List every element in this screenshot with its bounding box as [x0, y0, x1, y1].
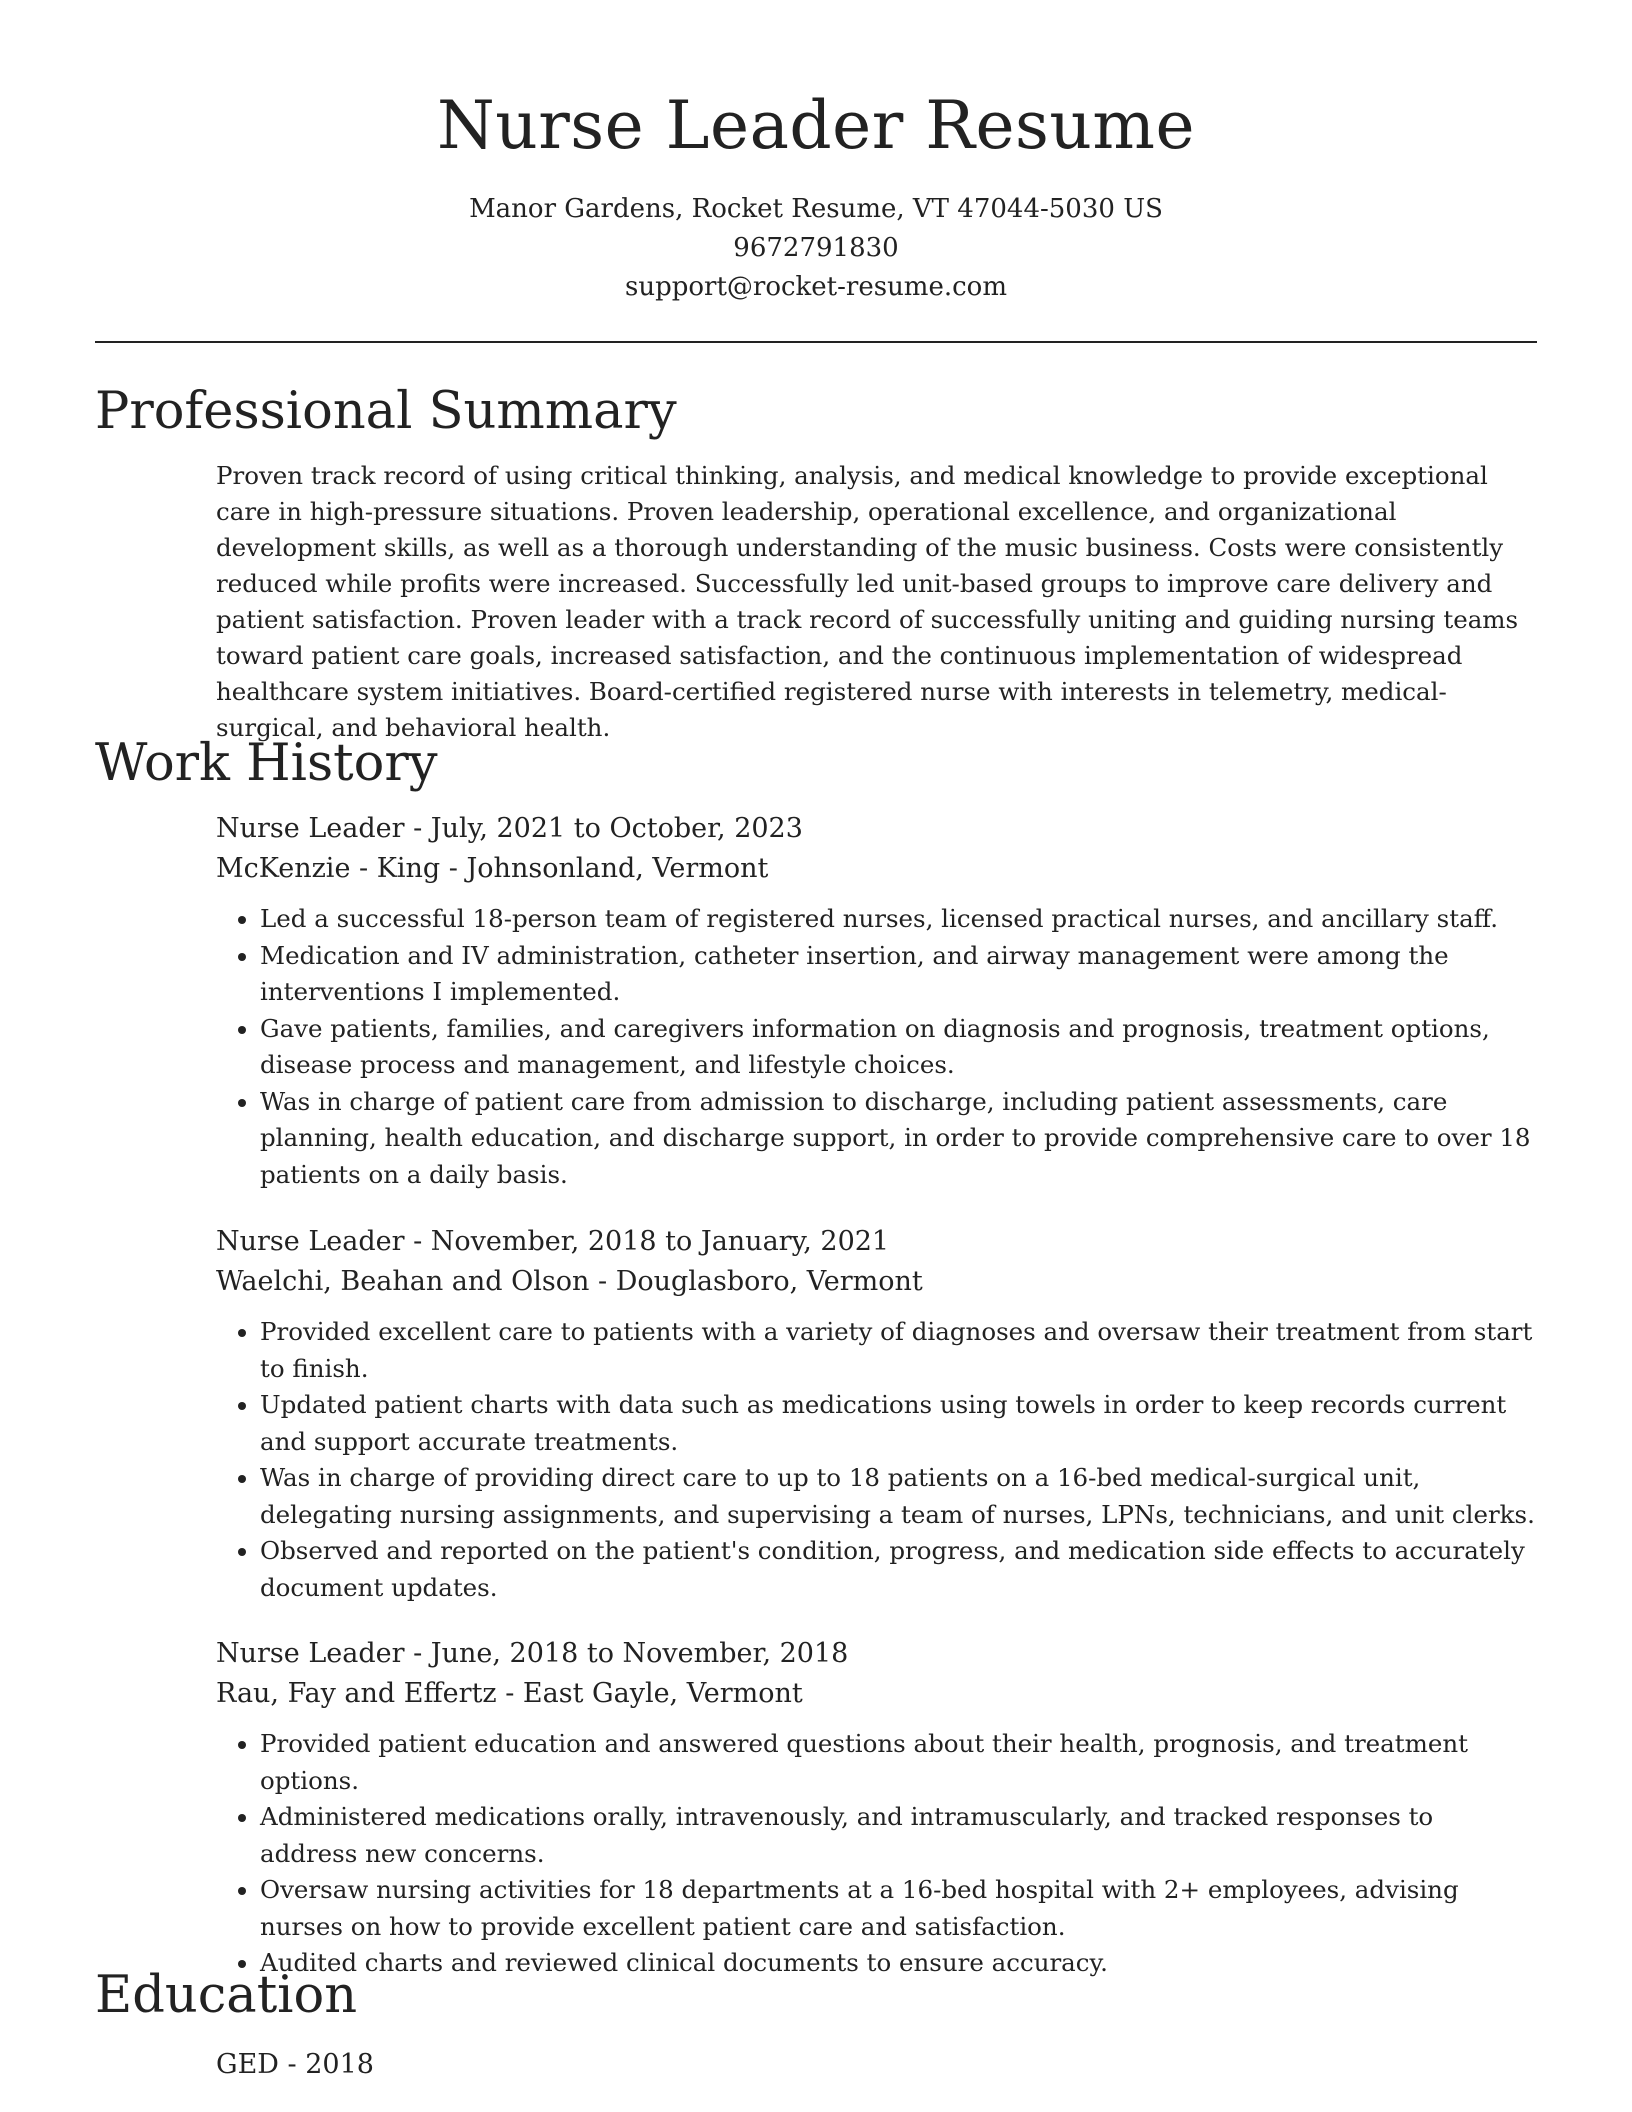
job-bullet: • Observed and reported on the patient's condition, progress, and medication side effects to accurately document updates. [260, 1533, 1536, 1606]
education-entry: GED - 2018 [216, 2049, 374, 2080]
job-bullets [216, 901, 1536, 1193]
job-bullet: • Provided excellent care to patients with a variety of diagnoses and oversaw their treatment from start to finish. [260, 1314, 1536, 1387]
job-bullet: • Medication and IV administration, catheter insertion, and airway management were among the interventions I implemented. [260, 938, 1536, 1011]
job-bullet: • Led a successful 18-person team of registered nurses, licensed practical nurses, and ancillary staff. [260, 901, 1536, 938]
education-section [216, 2045, 1536, 2085]
job-bullet: • Oversaw nursing activities for 18 departments at a 16-bed hospital with 2+ employees, advising nurses on how to provide excellent patient care and satisfaction. [260, 1872, 1536, 1945]
job-bullets [216, 1314, 1536, 1606]
contact-block [0, 190, 1632, 307]
job-bullet: • Audited charts and reviewed clinical documents to ensure accuracy. [260, 1945, 1536, 1982]
contact-email: support@rocket-resume.com [624, 272, 1007, 302]
job-role-line: Nurse Leader - November, 2018 to January, 2021 [216, 1226, 890, 1257]
education-heading: Education [95, 1966, 358, 2025]
job-role-line: Nurse Leader - July, 2021 to October, 2023 [216, 813, 803, 844]
job-bullet: • Provided patient education and answered questions about their health, prognosis, and treatment options. [260, 1726, 1536, 1799]
job-company-line: Waelchi, Beahan and Olson - Douglasboro, Vermont [216, 1266, 923, 1297]
contact-address: Manor Gardens, Rocket Resume, VT 47044-5030 US [469, 194, 1163, 224]
job-bullet: • Updated patient charts with data such as medications using towels in order to keep records current and support accurate treatments. [260, 1387, 1536, 1460]
job-role-line: Nurse Leader - June, 2018 to November, 2018 [216, 1638, 849, 1669]
job-entry [216, 809, 1536, 1193]
job-bullets [216, 1726, 1536, 1982]
job-bullet: • Was in charge of providing direct care to up to 18 patients on a 16-bed medical-surgical unit, delegating nursing assignments, and supervising a team of nurses, LPNs, technicians, and unit clerks. [260, 1460, 1536, 1533]
summary-text: Proven track record of using critical thinking, analysis, and medical knowledge to provide exceptional care in high-pressure situations. Proven leadership, operational excellence, and organizational development skills, as well as a thorough understanding of the music business. Costs were consistently reduced while profits were increased. Successfully led unit-based groups to improve care delivery and patient satisfaction. Proven leader with a track record of successfully uniting and guiding nursing teams toward patient care goals, increased satisfaction, and the continuous implementation of widespread healthcare system initiatives. Board-certified registered nurse with interests in telemetry, medical-surgical, and behavioral health. [216, 461, 1519, 742]
summary-heading: Professional Summary [95, 382, 677, 441]
summary-section [216, 458, 1536, 746]
contact-phone: 9672791830 [733, 233, 899, 263]
job-entry [216, 1634, 1536, 1982]
resume-title: Nurse Leader Resume [436, 87, 1196, 164]
work-history-heading: Work History [95, 734, 438, 793]
job-company-line: Rau, Fay and Effertz - East Gayle, Vermont [216, 1678, 803, 1709]
header-divider [95, 341, 1537, 343]
job-bullet: • Administered medications orally, intravenously, and intramuscularly, and tracked responses to address new concerns. [260, 1799, 1536, 1872]
job-company-line: McKenzie - King - Johnsonland, Vermont [216, 853, 769, 884]
resume-header [0, 0, 1632, 307]
job-bullet: • Was in charge of patient care from admission to discharge, including patient assessments, care planning, health education, and discharge support, in order to provide comprehensive care to over 18 patients on a daily basis. [260, 1084, 1536, 1194]
job-entry [216, 1222, 1536, 1606]
job-bullet: • Gave patients, families, and caregivers information on diagnosis and prognosis, treatment options, disease process and management, and lifestyle choices. [260, 1011, 1536, 1084]
